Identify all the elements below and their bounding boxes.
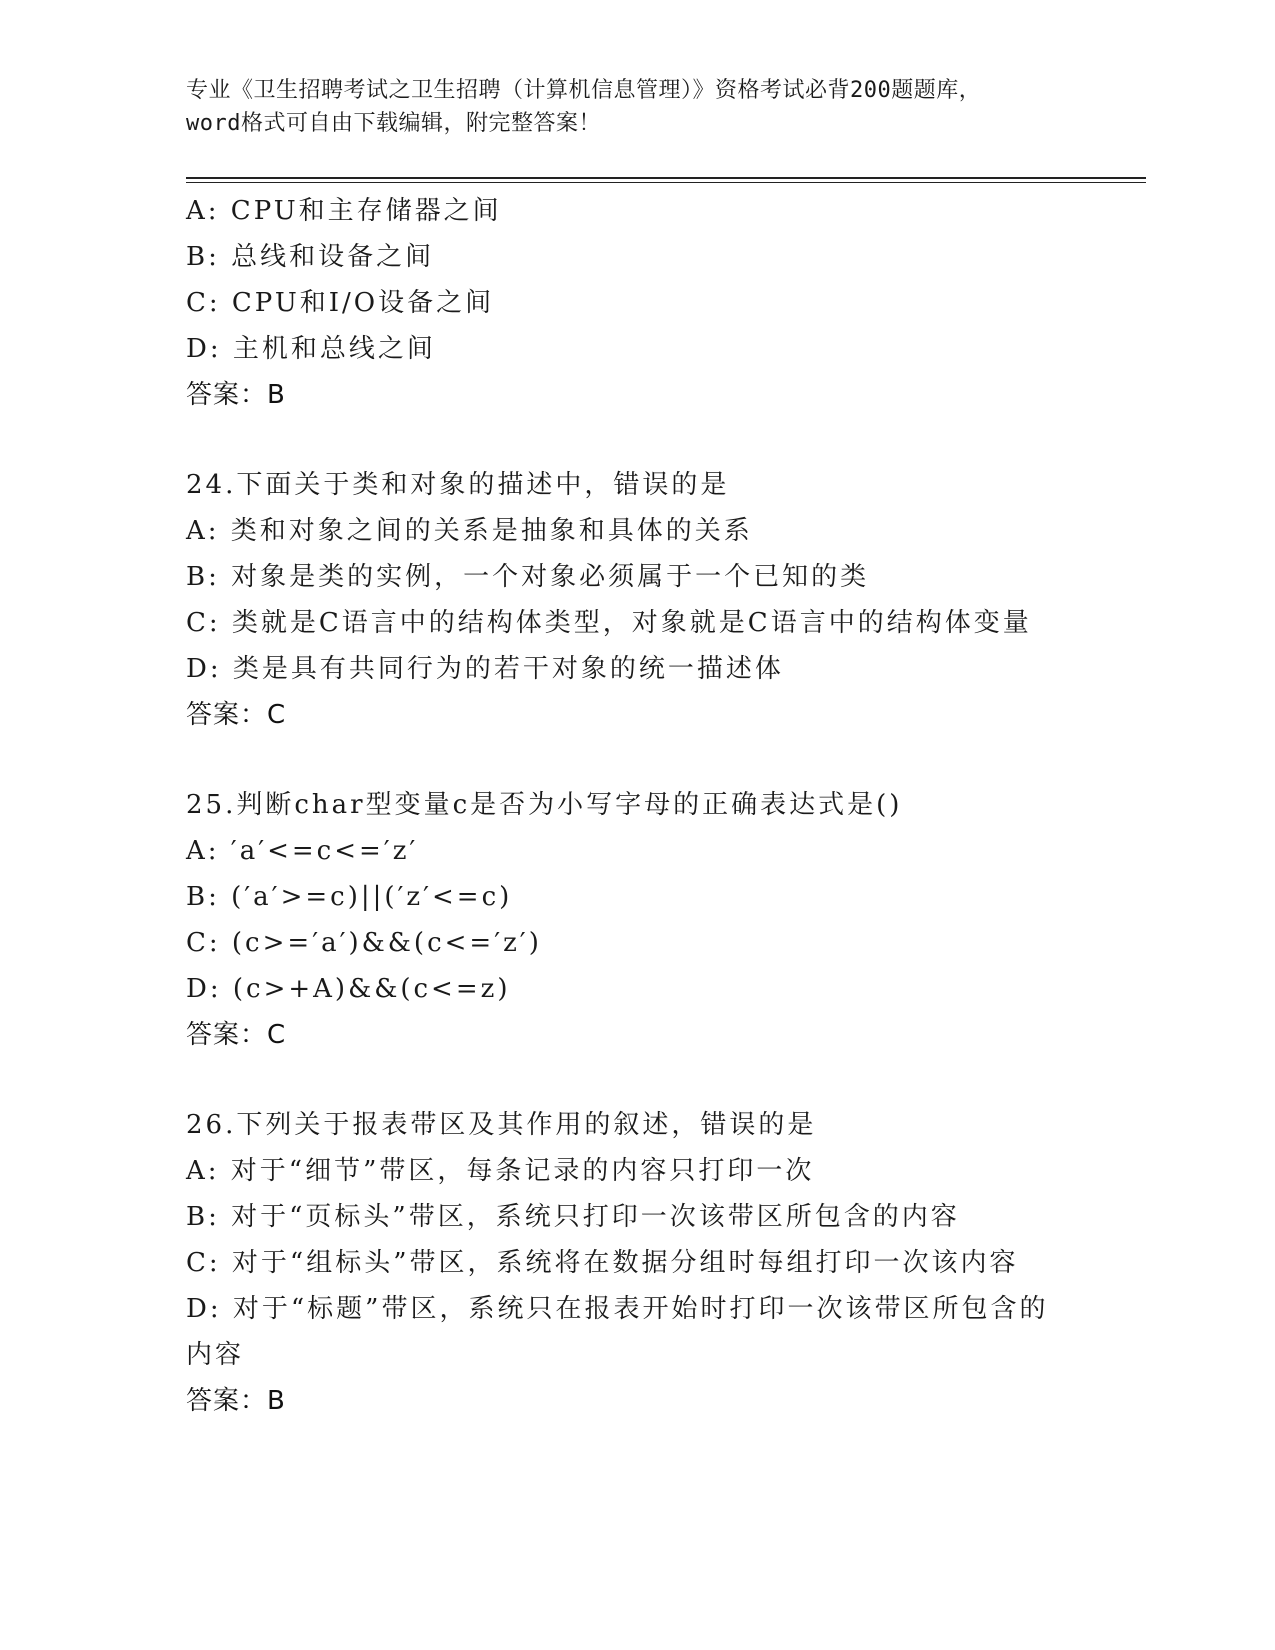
header-line-1: 专业《卫生招聘考试之卫生招聘（计算机信息管理）》资格考试必背200题题库， [186,78,982,103]
question-block-26 [186,1102,1106,1424]
question-block-24 [186,462,1106,738]
question-list [186,188,1106,1424]
option-c: C: 对于“组标头”带区，系统将在数据分组时每组打印一次该内容 [186,1248,1019,1278]
option-d: D: 对于“标题”带区，系统只在报表开始时打印一次该带区所包含的内容 [186,1294,1049,1370]
option-d: D: (c>+A)&&(c<=z) [186,974,511,1004]
option-a: A: ′a′<=c<=′z′ [186,836,419,866]
answer-line: 答案：C [186,1020,287,1050]
option-a: A: 类和对象之间的关系是抽象和具体的关系 [186,516,753,546]
option-b: B: (′a′>=c)||(′z′<=c) [186,882,513,912]
header-line-2: word格式可自由下载编辑，附完整答案！ [186,111,601,136]
question-text: 24.下面关于类和对象的描述中，错误的是 [186,470,730,500]
spacer [186,418,1106,462]
option-a: A: CPU和主存储器之间 [186,196,502,226]
document-header [186,74,1086,140]
spacer [186,1058,1106,1102]
option-c: C: 类就是C语言中的结构体类型，对象就是C语言中的结构体变量 [186,608,1032,638]
question-block-23 [186,188,1106,418]
option-a: A: 对于“细节”带区，每条记录的内容只打印一次 [186,1156,815,1186]
option-d: D: 主机和总线之间 [186,334,436,364]
header-divider-thick [186,177,1146,179]
answer-line: 答案：B [186,1386,286,1416]
question-text: 25.判断char型变量c是否为小写字母的正确表达式是() [186,790,903,820]
header-divider-thin [186,182,1146,183]
answer-line: 答案：C [186,700,287,730]
option-b: B: 对象是类的实例，一个对象必须属于一个已知的类 [186,562,870,592]
answer-line: 答案：B [186,380,286,410]
option-b: B: 对于“页标头”带区，系统只打印一次该带区所包含的内容 [186,1202,960,1232]
spacer [186,738,1106,782]
option-c: C: CPU和I/O设备之间 [186,288,495,318]
question-text: 26.下列关于报表带区及其作用的叙述，错误的是 [186,1110,817,1140]
option-b: B: 总线和设备之间 [186,242,435,272]
option-d: D: 类是具有共同行为的若干对象的统一描述体 [186,654,784,684]
question-block-25 [186,782,1106,1058]
option-c: C: (c>=′a′)&&(c<=′z′) [186,928,542,958]
